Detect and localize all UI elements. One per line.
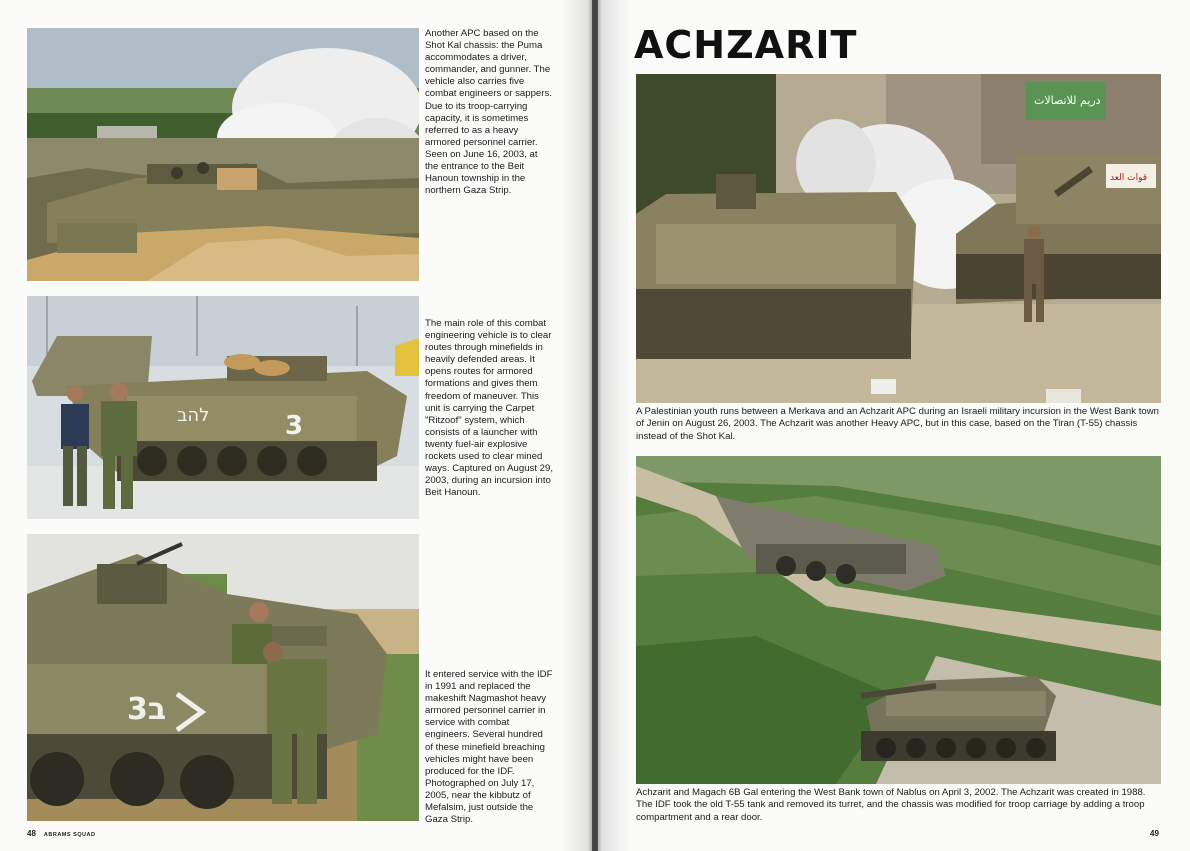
photo-achzarit-jenin — [636, 74, 1161, 403]
puma-text-1: Another APC based on the Shot Kal chassis: the Puma accommodates a driver, commander, and gunner. The vehicle also carries five combat engineers or sappers. Due to its troop-carrying capacity, it is sometimes referred to as a heavy armored personnel carrier. Seen on June 16, 2003, at the entrance to the Beit Hanoun township in the northern Gaza Strip. — [425, 28, 552, 197]
photo-puma-smoke — [27, 28, 419, 281]
shop-sign-text: دريم للاتصالات — [1034, 94, 1101, 107]
magazine-name: ABRAMS SQUAD — [43, 832, 96, 838]
page-number-left: 48 — [27, 829, 36, 838]
achzarit-caption-2: Achzarit and Magach 6B Gal entering the West Bank town of Nablus on April 3, 2002. The Achzarit was created in 1988. The IDF took the old T-55 tank and removed its turret, and the chassis was modified for troop carriage by adding a troop compartment and a rear door. — [636, 787, 1146, 823]
page-title-achzarit: ACHZARIT — [634, 23, 858, 67]
achzarit-caption-1: A Palestinian youth runs between a Merkava and an Achzarit APC during an Israeli military incursion in the West Bank town of Jenin on August 26, 2003. The Achzarit was another Heavy APC, but in this case, based on the Tiran (T-55) chassis instead of the Shot Kal. — [636, 406, 1159, 442]
photo-puma-soldiers — [27, 534, 419, 821]
page-number-right: 49 — [1150, 829, 1159, 838]
hull-marking-hebrew: להב — [177, 405, 210, 426]
left-page — [0, 0, 592, 851]
folio-right — [1150, 829, 1159, 838]
banner-text: قوات العد — [1110, 173, 1148, 183]
photo-achzarit-nablus — [636, 456, 1161, 784]
photo-puma-carpet — [27, 296, 419, 519]
puma-text-2: The main role of this combat engineering vehicle is to clear routes through minefields in heavily defended areas. It opens routes for armored formations and gives them freedom of maneuver. This unit is carrying the Carpet "Ritzoof" system, which consists of a launcher with twenty fuel-air explosive rockets used to clear mined ways. Captured on August 29, 2003, during an incursion into Beit Hanoun. — [425, 318, 553, 499]
rear-marking-number: 3ב — [127, 692, 167, 727]
right-page — [598, 0, 1190, 851]
folio-left — [27, 829, 95, 838]
hull-marking-number: 3 — [285, 411, 304, 441]
puma-text-3: It entered service with the IDF in 1991 and replaced the makeshift Nagmashot heavy armored personnel carrier in service with combat engineers. Several hundred of these minefield breaching vehicles might have been produced for the IDF. Photographed on July 17, 2005, near the kibbutz of Mefalsim, just outside the Gaza Strip. — [425, 669, 553, 826]
